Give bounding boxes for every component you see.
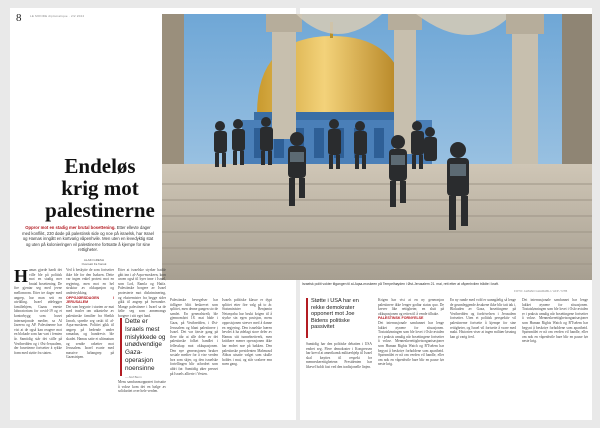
deck [22, 225, 154, 253]
left-folio: LE MONDE diplomatique · 2/2 2024 [30, 14, 85, 18]
subhead-2: PALESTINSK FORNYELSE [378, 316, 424, 321]
column-2-text-b: Det som begynte i starten av mai med trusler om utkastelse av palestinske familier fra Sheikh Jarrah, spredte seg raskt til al-Aqsa-moskeen. Politiet gikk til angrep på bedende under ramadan, og hundrevis ble skadet. Hamas satte et ultimatum og sendte raketter mot Jerusalem. Israel svarte med massive luftangrep på Gazastripen. [66, 304, 114, 360]
photo-caption: Israelsk politi vokter tilgangen til al-Aqsa-moskeen på Tempelhøyden i Øst-Jerusalem 21. mai, rett etter at våpenhvilen trådte i kraft. [302, 282, 499, 286]
body-column-2 [66, 268, 114, 416]
body-column-3 [118, 268, 166, 318]
pullquote-left-attr: — Aluf Benn [125, 374, 142, 379]
subhead-1: OPPGJØRSDAGEN I JERUSALEM [66, 295, 114, 305]
pullquote-right [306, 298, 372, 338]
body-column-8 [450, 298, 516, 416]
column-1-text: amas gjorde hardt det ville ble på politisk mot en stadig mer brutal bosettening. De fire gjentar seg med jevne mellomrom. Etter tre dager med angrep, har man sett en utvikling. Israel ødelegger familiehjem, Gazas eneste laboratorium for covid-19 og et kontorbygg som huset internasjonale medier, sa Al Jazeera og AP. Palestinerne har vist at de også kan reagere mot en blokade som har vart i femten år. Samtidig står det stille på Vestbredden og i Øst-Jerusalem, der bosetterne fortsetter å rykke fram med støtte fra staten. [14, 268, 62, 355]
deck-kicker: Oppror mot en stadig mer brutal bosettening. [25, 225, 116, 230]
lead-photo [162, 14, 592, 280]
body-column-6 [306, 342, 372, 416]
pullquote-right-text: Støtte i USA har en rekke demokrater opponert mot Joe Bidens politiske passivitet [311, 298, 359, 331]
body-column-1 [14, 268, 62, 416]
body-column-7 [378, 298, 444, 416]
pullquote-left [120, 318, 166, 379]
column-3-text: Etter at israelske styrker hadde gått inn i al-Aqsa-moskeen, kom uroen også til byer inne i Israel, som Lod, Ramla og Haifa. Palestinske borgere av Israel protesterte mot diskriminering, og ekstremister fra begge sider gikk til angrep på hverandre. Mange palestinere i Israel sa de følte seg som annenrangs borgere i sitt eget land. [118, 268, 166, 318]
lead-photo-illustration [162, 14, 592, 280]
dropcap: H [14, 266, 29, 286]
headline-line-1: Endeløs [64, 154, 136, 178]
byline-author: ALAIN GRESH [83, 258, 105, 262]
headline [30, 155, 170, 221]
deck-body: Etter ellevte dager med konflikt, 230 døde på palestinsk side og noe på israelsk, har Israel og Hamas inngått en kortvarig våpenhvile. Men uten en levedyktig stat og uten på kolonieringen vil palestinerne fortsatte å kjempe for sine rettigheter. [22, 225, 154, 253]
photo-credit: FOTO: AHMAD GHARABLI / AFP / NTB [514, 289, 568, 293]
pullquote-left-text: Dette er Israels mest mislykkede og unødvendige Gaza-operasjon noensinne [125, 318, 166, 372]
column-8-text: En ny runde med vold er uunngåelig så lenge de grunnleggende årsakene ikke blir tatt tak i. Blokaden av Gaza, bosettingene på Vestbredden og fordrivelsen i Jerusalem fortsetter. Uten et politisk perspektiv vil palestinerne fortsette å kjempe for sine rettigheter, og Israel vil fortsette å svare med makt. Historien viser at ingen militær løsning kan gi varig fred. [450, 298, 516, 339]
body-column-9 [522, 298, 588, 416]
column-3-text-b: Mens samfunnsopprøret fortsatte å vokse kom det en bølge av solidaritet over hele verden. [118, 380, 166, 394]
body-column-5 [222, 298, 272, 416]
left-page-number: 8 [16, 12, 22, 24]
column-6-text: Samtidig har den politiske debatten i USA endret seg. Flere demokrater i Kongressen har krevd at amerikansk militærhjelp til Israel skal knyttes til respekt for menneskerettighetene. Presidenten har likevel holdt fast ved den tradisjonelle linjen. [306, 342, 372, 369]
body-column-3b [118, 380, 166, 416]
column-7-lead: Krigen har vist at en ny generasjon palestinere ikke lenger godtar status quo. De krever like rettigheter, en slutt på okkupasjonen og retten til å vende tilbake. [378, 298, 444, 316]
column-9-text: Det internasjonale samfunnet har lenge lukket øynene for situasjonen. Tostatsløsningen som ble lovet i Oslo-avtalen er i praksis umulig når bosettingene fortsetter å vokse. Menneskerettighetsorganisasjoner som Human Rights Watch og B'Tselem har begynt å beskrive forholdene som apartheid. Spørsmålet er nå om verden vil handle, eller om nok en våpenhvile bare blir en pause før neste krig. [522, 298, 588, 344]
byline [74, 258, 114, 266]
column-2-text: Ved å beskytte de som fortsetter ikke ble for den Isaksen. Dette var ingen enkel protest mot en regjering, men mot en hel struktur av okkupasjon og undertrykking. [66, 268, 114, 295]
column-4-text: Palestinske bevegelser har tidligere blitt beskrevet som splittet, men denne gangen sto de samlet. En generalstreik ble gjennomført 18. mai både i Gaza, på Vestbredden, i Øst-Jerusalem og blant palestinere i Israel. Det var første gang på flere tiår at alle deler av det palestinske folket handlet i fellesskap mot okkupasjonen. Den nye generasjonen bruker sosiale medier for å vise verden hva som skjer, og den israelske fortellingen blir utfordret som aldri før. Samtidig øker presset på Israels allierte i Vesten. [170, 298, 218, 376]
body-column-4 [170, 298, 218, 416]
column-5-text: Israels politiske klasse er dypt splittet etter fire valg på to år. Statsminister Benjamin Netanyahu har brukt krigen til å styrke sin egen posisjon, mens opposisjonen strever med å danne en regjering. Den israelske hæren hevdet å ha ødelagt store deler av Hamas sitt tunnelnettverk, men kritikere mener operasjonen ikke har endret noe på bakken. Den palestinske presidenten Mahmoud Abbas utsatte valget som skulle holdes i mai, og står svakere enn noen gang. [222, 298, 272, 367]
headline-line-2: krig mot [61, 176, 139, 200]
byline-role: Oversatt fra fransk [81, 262, 107, 266]
column-7-text: Det internasjonale samfunnet har lenge lukket øynene for situasjonen. Tostatsløsningen som ble lovet i Oslo-avtalen er i praksis umulig når bosettingene fortsetter å vokse. Menneskerettighetsorganisasjoner som Human Rights Watch og B'Tselem har begynt å beskrive forholdene som apartheid. Spørsmålet er nå om verden vil handle, eller om nok en våpenhvile bare blir en pause før neste krig. [378, 320, 444, 367]
headline-line-3: palestinerne [45, 198, 155, 222]
